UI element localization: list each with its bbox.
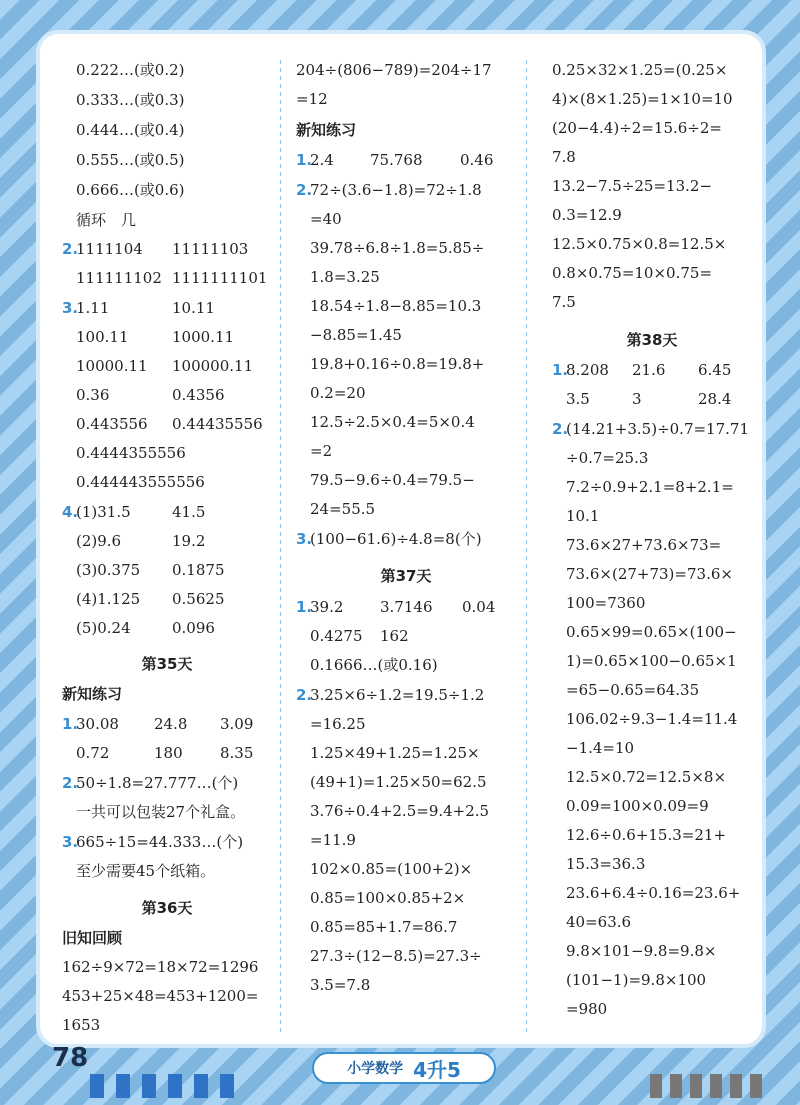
answer-line: =2 — [310, 442, 333, 460]
answer-line: 3.5=7.8 — [310, 976, 371, 994]
answer-line — [62, 414, 263, 434]
answer-value: 1111104 — [76, 240, 143, 258]
answer-value: (4)1.125 — [76, 590, 141, 608]
answer-value: 6.45 — [698, 361, 732, 379]
question-number: 1. — [296, 151, 313, 169]
answer-line — [62, 385, 225, 405]
answer-line: 0.4444355556 — [76, 444, 186, 462]
answer-line: 23.6+6.4÷0.16=23.6+ — [566, 884, 741, 902]
question-2 — [62, 239, 248, 259]
column-divider — [526, 60, 527, 1035]
answer-value: 3.25×6÷1.2=19.5÷1.2 — [310, 686, 485, 704]
answer-line: 0.25×32×1.25=(0.25× — [552, 61, 728, 79]
question-number: 1. — [62, 715, 79, 733]
answer-line: 27.3÷(12−8.5)=27.3÷ — [310, 947, 482, 965]
answer-line: 73.6×27+73.6×73= — [566, 536, 722, 554]
answer-line: 0.85=85+1.7=86.7 — [310, 918, 458, 936]
answer-value: (3)0.375 — [76, 561, 141, 579]
question-1 — [552, 360, 731, 380]
question-1 — [296, 150, 493, 170]
answer-line: 0.09=100×0.09=9 — [566, 797, 709, 815]
column-divider — [280, 60, 281, 1035]
answer-value: 100.11 — [76, 328, 129, 346]
answer-line: =65−0.65=64.35 — [566, 681, 700, 699]
question-1 — [296, 597, 495, 617]
question-number: 1. — [296, 598, 313, 616]
answer-value: 24.8 — [154, 715, 188, 733]
answer-line: 19.8+0.16÷0.8=19.8+ — [310, 355, 485, 373]
answer-line: 3.76÷0.4+2.5=9.4+2.5 — [310, 802, 490, 820]
answer-line — [552, 389, 731, 409]
answer-line: 102×0.85=(100+2)× — [310, 860, 473, 878]
answer-value: 11111103 — [172, 240, 249, 258]
answer-value: 50÷1.8=27.777…(个) — [76, 774, 239, 792]
answer-value: 10.11 — [172, 299, 215, 317]
answer-value: 0.46 — [460, 151, 494, 169]
answer-line — [62, 268, 267, 288]
answer-line: 至少需要45个纸箱。 — [76, 862, 216, 880]
answer-value: 8.35 — [220, 744, 254, 762]
answer-line: 0.222…(或0.2) — [76, 61, 185, 79]
answer-value: 3.5 — [566, 390, 590, 408]
answer-line: 15.3=36.3 — [566, 855, 646, 873]
answer-value: 0.096 — [172, 619, 215, 637]
answer-line: =980 — [566, 1000, 608, 1018]
answer-value: (14.21+3.5)÷0.7=17.71 — [566, 420, 750, 438]
answer-line: 0.666…(或0.6) — [76, 181, 185, 199]
section-heading: 旧知回顾 — [62, 929, 123, 947]
answer-line — [296, 626, 409, 646]
day-35-title: 第35天 — [141, 655, 193, 673]
answer-line — [62, 618, 215, 638]
question-2 — [296, 685, 484, 705]
answer-line: 0.1666…(或0.16) — [310, 656, 438, 674]
answer-line: 0.333…(或0.3) — [76, 91, 185, 109]
answer-line: 0.85=100×0.85+2× — [310, 889, 466, 907]
answer-value: 0.72 — [76, 744, 110, 762]
answer-value: 2.4 — [310, 151, 334, 169]
answer-value: (5)0.24 — [76, 619, 131, 637]
answer-line: (20−4.4)÷2=15.6÷2= — [552, 119, 722, 137]
question-number: 2. — [296, 686, 313, 704]
answer-line: 100=7360 — [566, 594, 646, 612]
answer-line: 7.5 — [552, 293, 576, 311]
answer-value: 1000.11 — [172, 328, 235, 346]
answer-line: ÷0.7=25.3 — [566, 449, 649, 467]
question-number: 3. — [296, 530, 313, 548]
answer-line: 1653 — [62, 1016, 101, 1034]
answer-line: 39.78÷6.8÷1.8=5.85÷ — [310, 239, 485, 257]
answer-value: 3.09 — [220, 715, 254, 733]
question-3 — [62, 832, 243, 852]
answer-value: 665÷15=44.333…(个) — [76, 833, 244, 851]
answer-line: −8.85=1.45 — [310, 326, 402, 344]
question-number: 4. — [62, 503, 79, 521]
answer-line: =16.25 — [310, 715, 366, 733]
answer-line: =11.9 — [310, 831, 356, 849]
answer-line — [62, 356, 253, 376]
answer-line: 40=63.6 — [566, 913, 632, 931]
answer-line: 106.02÷9.3−1.4=11.4 — [566, 710, 738, 728]
answer-line: 4)×(8×1.25)=1×10=10 — [552, 90, 733, 108]
question-2 — [62, 773, 238, 793]
answer-line: 7.2÷0.9+2.1=8+2.1= — [566, 478, 734, 496]
question-1 — [62, 714, 253, 734]
section-heading: 新知练习 — [62, 685, 123, 703]
answer-line — [62, 743, 253, 763]
answer-value: 75.768 — [370, 151, 423, 169]
answer-line: 0.3=12.9 — [552, 206, 622, 224]
answer-line: 18.54÷1.8−8.85=10.3 — [310, 297, 482, 315]
answer-line: 12.5÷2.5×0.4=5×0.4 — [310, 413, 475, 431]
answer-value: 0.5625 — [172, 590, 225, 608]
answer-value: 111111102 — [76, 269, 162, 287]
answer-line: 0.8×0.75=10×0.75= — [552, 264, 713, 282]
answer-value: 100000.11 — [172, 357, 254, 375]
answer-line: 73.6×(27+73)=73.6× — [566, 565, 733, 583]
answer-line — [62, 531, 205, 551]
answer-line: 0.555…(或0.5) — [76, 151, 185, 169]
answer-line: 453+25×48=453+1200= — [62, 987, 259, 1005]
answer-value: 19.2 — [172, 532, 206, 550]
answer-line: 24=55.5 — [310, 500, 376, 518]
answer-line: 12.6÷0.6+15.3=21+ — [566, 826, 727, 844]
question-number: 2. — [296, 181, 313, 199]
answer-line: 204÷(806−789)=204÷17 — [296, 61, 492, 79]
series-title: 4升5 — [413, 1057, 461, 1082]
question-number: 2. — [62, 240, 79, 258]
answer-line: 1.25×49+1.25=1.25× — [310, 744, 480, 762]
answer-line: 162÷9×72=18×72=1296 — [62, 958, 259, 976]
answer-line: (101−1)=9.8×100 — [566, 971, 707, 989]
question-number: 3. — [62, 833, 79, 851]
question-3 — [296, 529, 482, 549]
answer-line: 9.8×101−9.8=9.8× — [566, 942, 717, 960]
answer-value: 162 — [380, 627, 409, 645]
day-37-title: 第37天 — [380, 567, 432, 585]
answer-line: 13.2−7.5÷25=13.2− — [552, 177, 713, 195]
answer-line: 0.444443555556 — [76, 473, 205, 491]
answer-line: 12.5×0.75×0.8=12.5× — [552, 235, 727, 253]
answer-value: 30.08 — [76, 715, 119, 733]
answer-value: (2)9.6 — [76, 532, 122, 550]
day-36-title: 第36天 — [141, 899, 193, 917]
answer-line — [62, 589, 225, 609]
answer-line: =40 — [310, 210, 342, 228]
answer-line: 1.8=3.25 — [310, 268, 380, 286]
answer-line — [62, 327, 234, 347]
answer-value: 21.6 — [632, 361, 666, 379]
answer-value: (100−61.6)÷4.8=8(个) — [310, 530, 482, 548]
answer-line: =12 — [296, 90, 328, 108]
answer-value: 41.5 — [172, 503, 206, 521]
answer-value: 1.11 — [76, 299, 110, 317]
answer-value: (1)31.5 — [76, 503, 131, 521]
day-38-title: 第38天 — [626, 331, 678, 349]
answer-line: −1.4=10 — [566, 739, 635, 757]
answer-line: (49+1)=1.25×50=62.5 — [310, 773, 487, 791]
answer-line: 79.5−9.6÷0.4=79.5− — [310, 471, 475, 489]
answer-line — [62, 560, 225, 580]
answer-line: 0.444…(或0.4) — [76, 121, 185, 139]
answer-value: 1111111101 — [172, 269, 268, 287]
answer-page — [40, 34, 762, 1044]
answer-line: 一共可以包装27个礼盒。 — [76, 803, 246, 821]
question-number: 3. — [62, 299, 79, 317]
answer-line: 7.8 — [552, 148, 576, 166]
answer-value: 72÷(3.6−1.8)=72÷1.8 — [310, 181, 482, 199]
question-3 — [62, 298, 215, 318]
answer-line: 循环 几 — [76, 211, 137, 229]
page-number: 78 — [52, 1043, 89, 1073]
answer-value: 3.7146 — [380, 598, 433, 616]
answer-line: 1)=0.65×100−0.65×1 — [566, 652, 737, 670]
series-label: 小学数学 — [347, 1061, 404, 1077]
answer-value: 0.44435556 — [172, 415, 263, 433]
answer-line: 10.1 — [566, 507, 600, 525]
answer-value: 28.4 — [698, 390, 732, 408]
question-number: 2. — [62, 774, 79, 792]
answer-value: 10000.11 — [76, 357, 148, 375]
question-2 — [552, 419, 749, 439]
section-heading: 新知练习 — [296, 121, 357, 139]
answer-value: 180 — [154, 744, 183, 762]
question-number: 1. — [552, 361, 569, 379]
answer-line: 12.5×0.72=12.5×8× — [566, 768, 727, 786]
answer-line: 0.65×99=0.65×(100− — [566, 623, 737, 641]
answer-value: 0.36 — [76, 386, 110, 404]
question-4 — [62, 502, 205, 522]
answer-value: 0.04 — [462, 598, 496, 616]
answer-value: 39.2 — [310, 598, 344, 616]
answer-line: 0.2=20 — [310, 384, 366, 402]
series-badge — [312, 1052, 496, 1084]
question-number: 2. — [552, 420, 569, 438]
answer-value: 0.1875 — [172, 561, 225, 579]
answer-value: 0.4356 — [172, 386, 225, 404]
question-2 — [296, 180, 482, 200]
answer-value: 0.4275 — [310, 627, 363, 645]
answer-value: 8.208 — [566, 361, 609, 379]
answer-value: 3 — [632, 390, 642, 408]
answer-value: 0.443556 — [76, 415, 148, 433]
